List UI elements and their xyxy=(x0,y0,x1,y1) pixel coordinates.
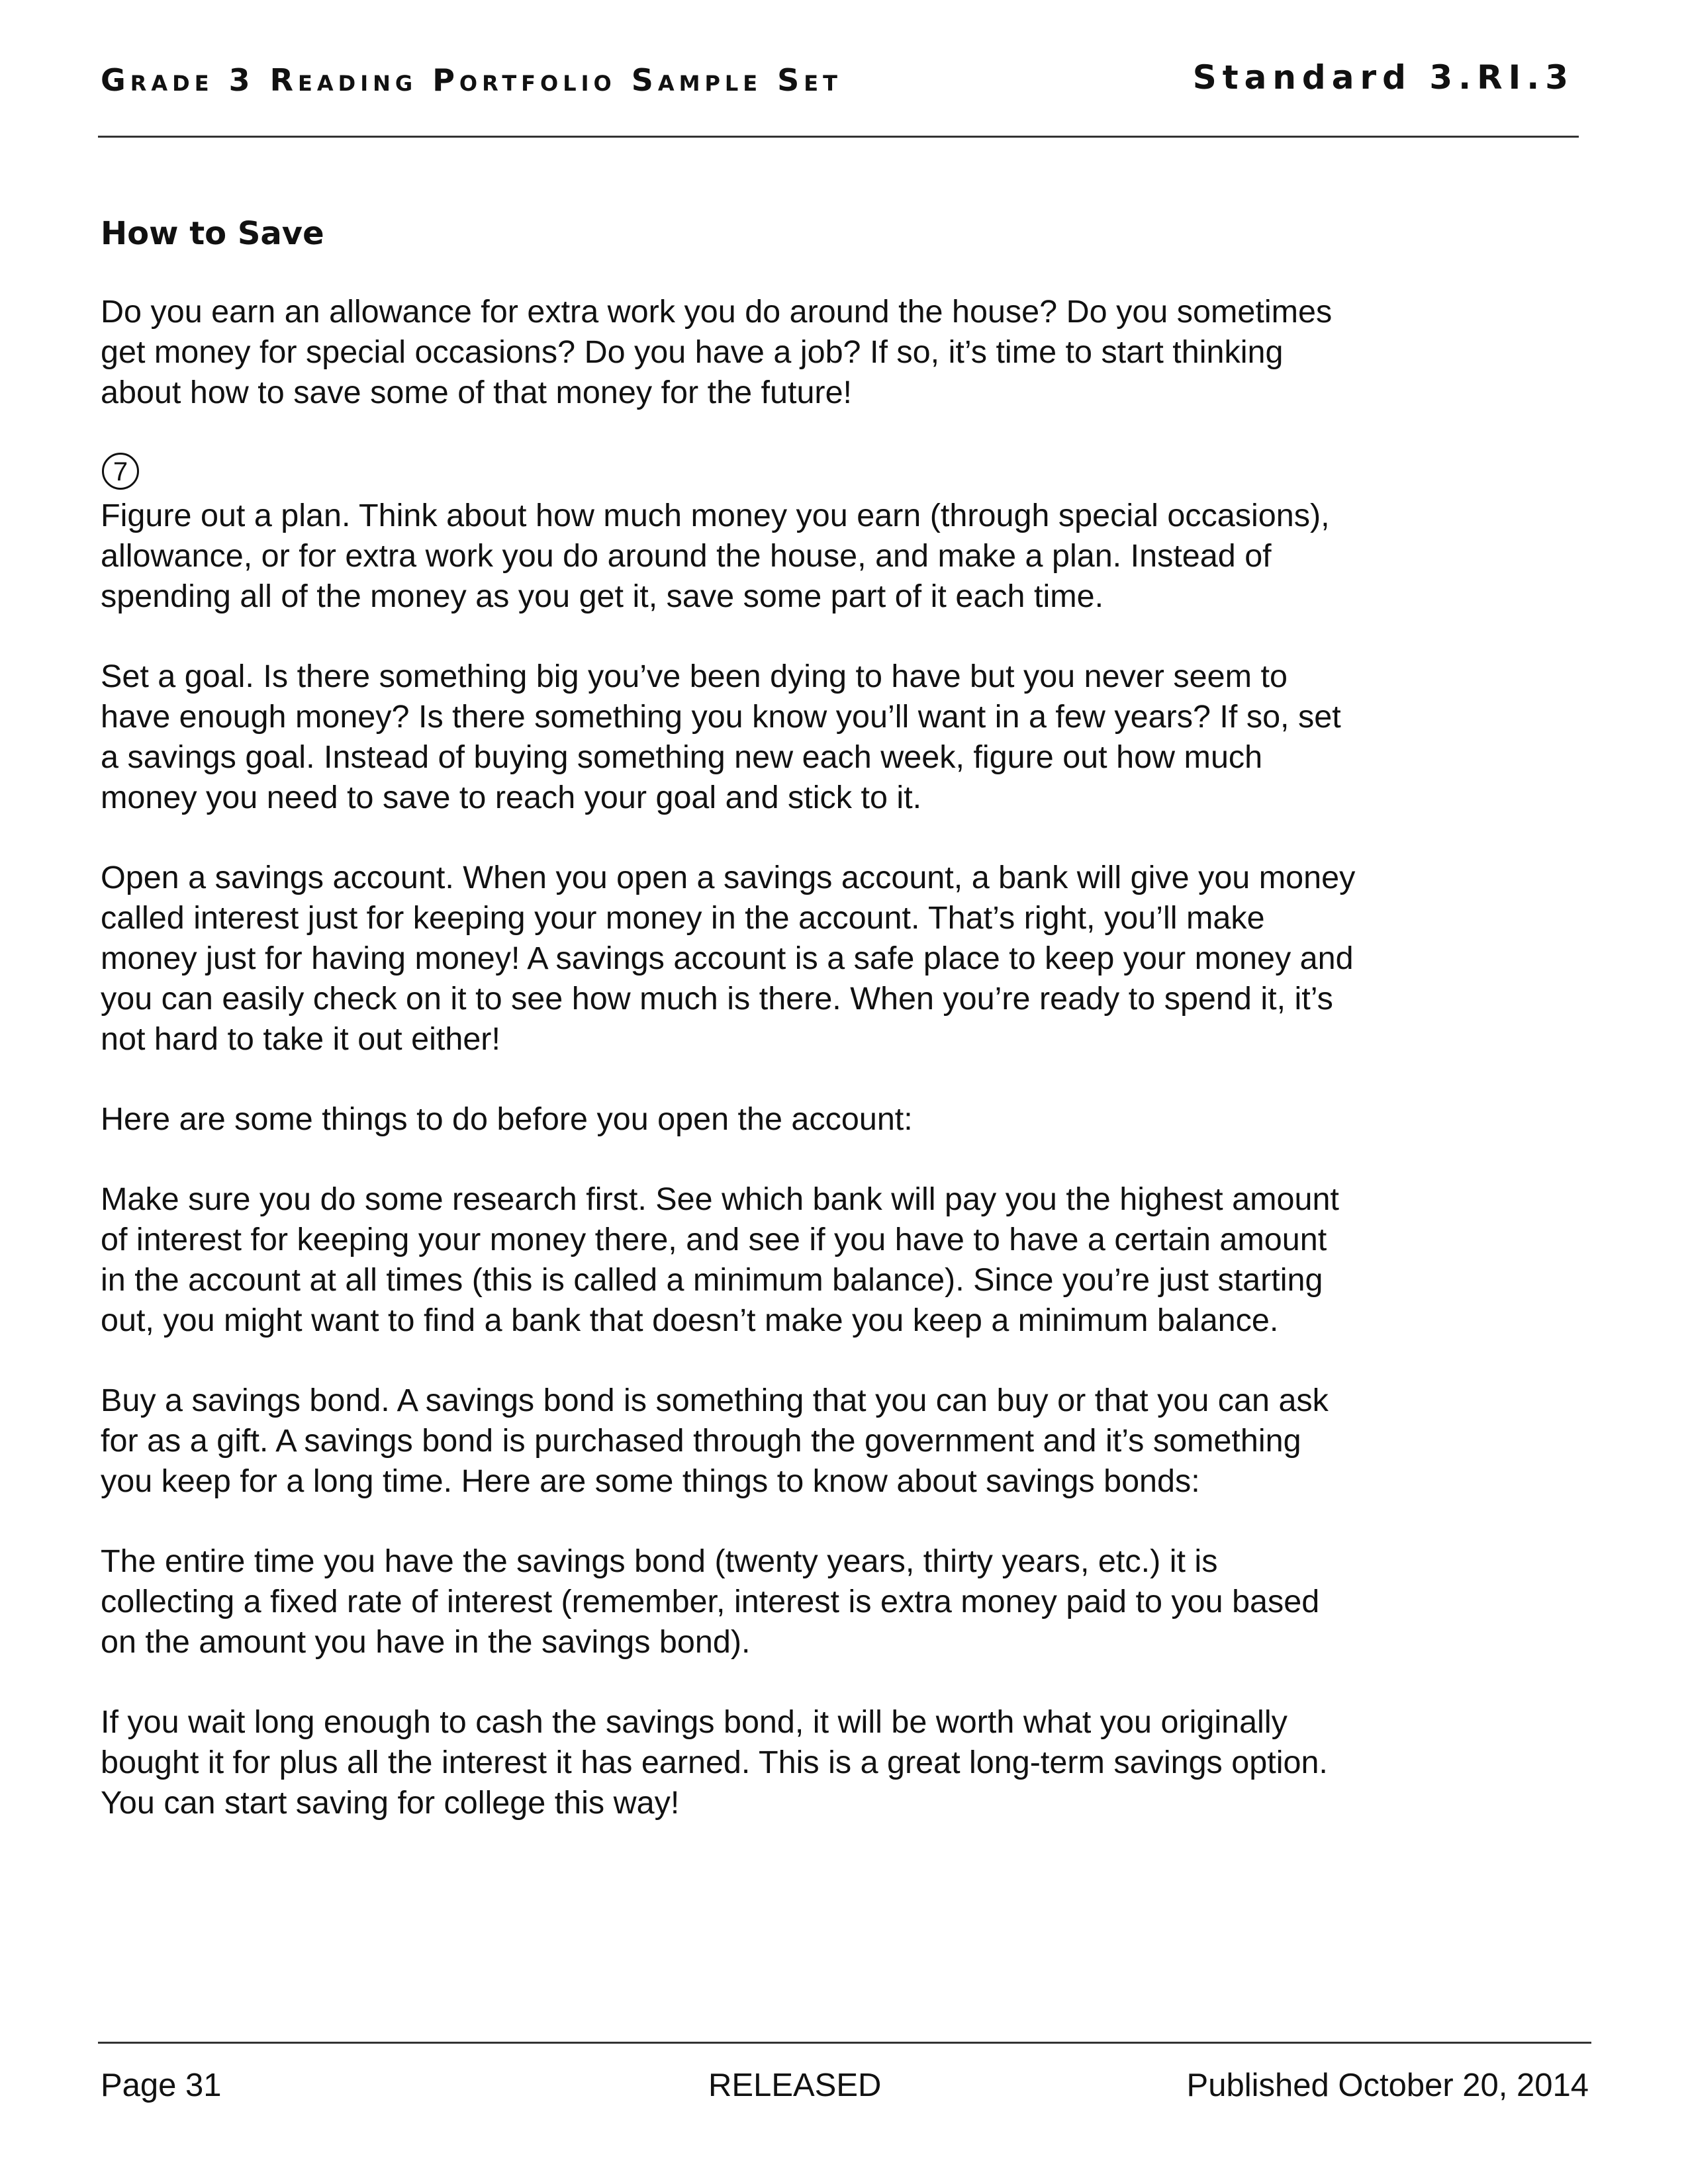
article-body xyxy=(101,213,1597,1863)
header-divider xyxy=(98,136,1579,138)
paragraph-savings-account: Open a savings account. When you open a savings account, a bank will give you money called interest just for keeping your money in the account. That’s right, you’ll make money just for having money! A savings account is a safe place to keep your money and you can easily check on it to see how much is there. When you’re ready to spend it, it’s not hard to take it out either! xyxy=(101,860,1356,1057)
intro-paragraph: Do you earn an allowance for extra work you do around the house? Do you sometimes get money for special occasions? Do you have a job? If so, it’s time to start thinking about how to save some of that money for the future! xyxy=(101,294,1333,410)
header-standard: Standard 3.RI.3 xyxy=(1192,58,1574,97)
paragraph-marker xyxy=(101,450,1597,494)
paragraph-savings-bond: Buy a savings bond. A savings bond is something that you can buy or that you can ask for as a gift. A savings bond is purchased through the government and it’s something you keep for a long time. Here are some things to know about savings bonds: xyxy=(101,1383,1329,1499)
paragraph-fixed-rate: The entire time you have the savings bond (twenty years, thirty years, etc.) it is collecting a fixed rate of interest (remember, interest is extra money paid to you based on the amount you have in the savings bond). xyxy=(101,1543,1320,1660)
header-title: Grade 3 Reading Portfolio Sample Set xyxy=(101,62,842,98)
circled-number-marker: 7 xyxy=(102,453,139,490)
paragraph-before-opening: Here are some things to do before you open the account: xyxy=(101,1101,913,1137)
paragraph-goal: Set a goal. Is there something big you’ve been dying to have but you never seem to have enough money? Is there something you know you’ll want in a few years? If so, set a savings goal. Instead of buying something new each week, figure out how much money you need to save to reach your goal and stick to it. xyxy=(101,659,1341,815)
footer-published-date: Published October 20, 2014 xyxy=(1186,2068,1589,2103)
paragraph-research: Make sure you do some research first. See which bank will pay you the highest amount of interest for keeping your money there, and see if you have to have a certain amount in the account at all times (this is called a minimum balance). Since you’re just starting out, you might want to find a bank that doesn’t make you keep a minimum balance. xyxy=(101,1181,1339,1338)
footer-divider xyxy=(98,2042,1591,2044)
paragraph-plan: Figure out a plan. Think about how much money you earn (through special occasions), allowance, or for extra work you do around the house, and make a plan. Instead of spending all of the money as you get it, save some part of it each time. xyxy=(101,498,1330,614)
paragraph-cash-bond: If you wait long enough to cash the savings bond, it will be worth what you originally bought it for plus all the interest it has earned. This is a great long-term savings option. You can start saving for college this way! xyxy=(101,1704,1328,1821)
footer-page-number: Page 31 xyxy=(101,2068,222,2103)
article-title: How to Save xyxy=(101,215,324,252)
footer-status: RELEASED xyxy=(708,2068,882,2103)
